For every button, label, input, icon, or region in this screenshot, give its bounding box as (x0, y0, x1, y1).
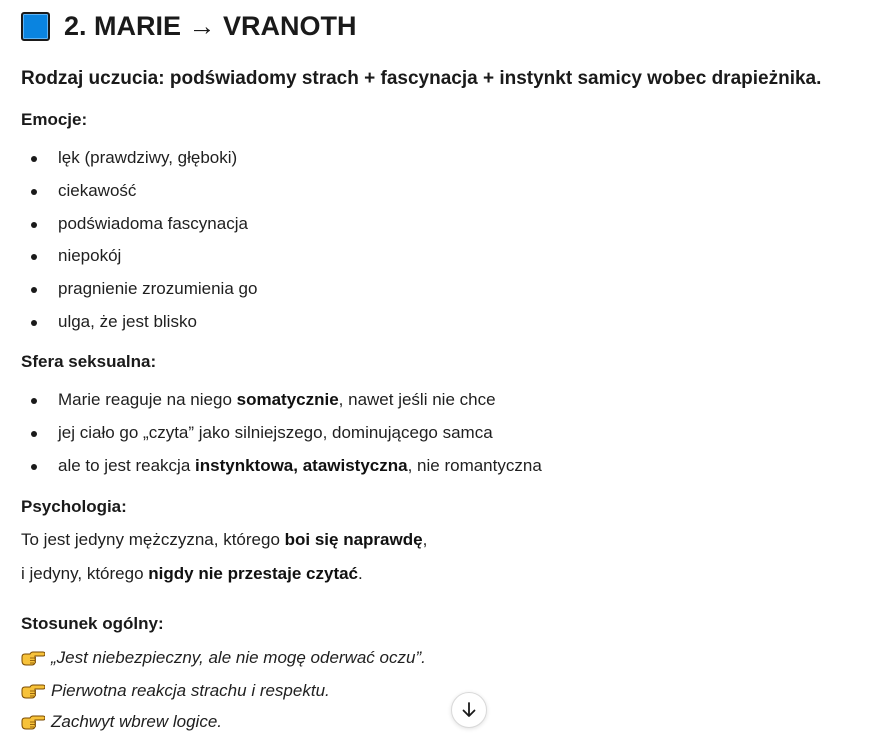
list-item-text: , nawet jeśli nie chce (338, 390, 496, 409)
list-item-bold: somatycznie (236, 390, 339, 409)
paragraph-text: . (358, 564, 363, 583)
quote-item (21, 646, 426, 670)
emotions-heading: Emocje: (21, 110, 88, 129)
list-item: niepokój (0, 244, 257, 277)
scroll-to-bottom-button[interactable] (451, 692, 487, 728)
paragraph-text: To jest jedyny mężczyzna, którego (21, 530, 285, 549)
quote-item (21, 679, 330, 703)
list-item: pragnienie zrozumienia go (0, 277, 257, 310)
list-item: ulga, że jest blisko (0, 310, 257, 343)
paragraph-text: , (422, 530, 428, 549)
sexual-list (0, 388, 542, 486)
pointing-hand-icon (21, 681, 45, 701)
list-item: ciekawość (0, 179, 257, 212)
list-item: lęk (prawdziwy, głęboki) (0, 146, 257, 179)
sexual-heading: Sfera seksualna: (21, 352, 157, 371)
general-heading: Stosunek ogólny: (21, 614, 164, 633)
arrow-down-icon (460, 701, 478, 719)
list-item-text: jej ciało go „czyta” jako silniejszego, dominującego samca (58, 422, 493, 442)
pointing-hand-icon (21, 648, 45, 668)
feeling-type-heading: Rodzaj uczucia: podświadomy strach + fascynacja + instynkt samicy wobec drapieżnika. (21, 68, 822, 89)
quote-text: „Jest niebezpieczny, ale nie mogę oderwać oczu”. (51, 648, 426, 667)
list-item: podświadoma fascynacja (0, 212, 257, 245)
list-item-text: Marie reaguje na niego (58, 390, 237, 409)
quote-text: Zachwyt wbrew logice. (51, 712, 223, 731)
quote-text: Pierwotna reakcja strachu i respektu. (51, 681, 330, 700)
pointing-hand-icon (21, 712, 45, 732)
list-item (0, 454, 542, 487)
section-title (21, 6, 357, 46)
psychology-line (21, 562, 363, 586)
paragraph-bold: boi się naprawdę (284, 530, 423, 549)
list-item-text: ale to jest reakcja (58, 455, 196, 475)
paragraph-text: i jedyny, którego (21, 564, 149, 583)
list-item (0, 388, 542, 421)
list-item (0, 421, 542, 454)
psychology-heading: Psychologia: (21, 497, 127, 516)
section-title-text: 2. MARIE → VRANOTH (64, 10, 357, 41)
list-item-text: , nie romantyczna (407, 455, 542, 475)
quote-item (21, 710, 222, 734)
blue-square-icon (21, 12, 50, 41)
list-item-bold: instynktowa, atawistyczna (195, 455, 408, 475)
psychology-line (21, 528, 427, 552)
emotions-list (0, 146, 257, 343)
paragraph-bold: nigdy nie przestaje czytać (148, 564, 359, 583)
